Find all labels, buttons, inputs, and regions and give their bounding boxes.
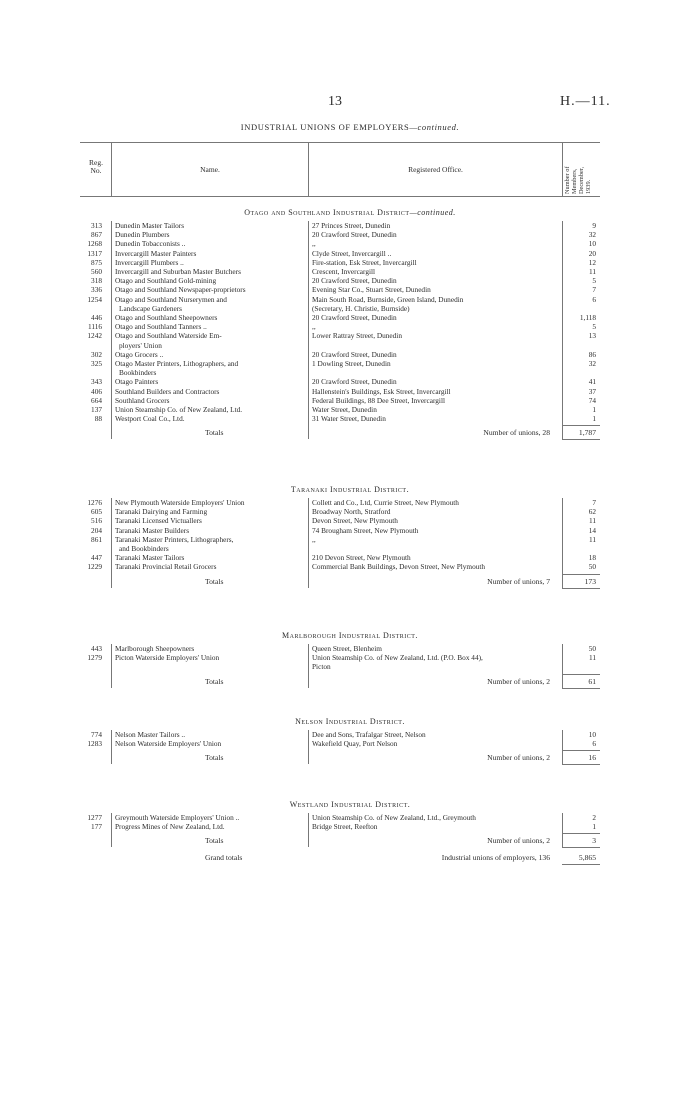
member-count: 18 [588, 553, 596, 563]
table-row [80, 221, 600, 230]
table-row [80, 653, 600, 662]
column-divider [562, 142, 563, 196]
members-header: Number of Members, December, 1939. [564, 166, 592, 194]
union-name: Greymouth Waterside Employers' Union .. [115, 813, 240, 822]
registered-office: Crescent, Invercargill [312, 267, 376, 276]
table-row [80, 267, 600, 276]
table-row-continuation [80, 544, 600, 553]
table-row [80, 822, 600, 831]
union-name-continued: Bookbinders [119, 368, 157, 378]
registered-office: Union Steamship Co. of New Zealand, Ltd., Greymouth [312, 813, 476, 822]
reg-number: 1276 [87, 498, 102, 507]
table-row-continuation [80, 662, 600, 671]
section-title-suffix: —continued. [409, 208, 456, 217]
table-row [80, 507, 600, 516]
reg-number: 204 [91, 525, 102, 535]
reg-number: 177 [91, 822, 102, 832]
office-header: Registered Office. [408, 165, 463, 174]
registered-office: 20 Crawford Street, Dunedin [312, 313, 397, 322]
table-row [80, 498, 600, 507]
table-row [80, 526, 600, 535]
reg-number: 318 [91, 276, 102, 286]
member-count: 32 [588, 359, 596, 368]
table-row [80, 258, 600, 267]
section-title [0, 717, 700, 726]
title-suffix: —continued. [409, 122, 460, 132]
union-name: New Plymouth Waterside Employers' Union [115, 498, 245, 507]
table-row [80, 553, 600, 562]
totals-rule [562, 574, 600, 575]
registered-office: 20 Crawford Street, Dunedin [312, 276, 397, 286]
section-title [0, 800, 700, 809]
member-count: 1 [592, 822, 596, 832]
member-count: 41 [588, 377, 596, 387]
total-members: 1,787 [578, 428, 596, 438]
reg-number: 446 [91, 313, 102, 322]
number-of-unions: Number of unions, 2 [487, 676, 550, 686]
totals-bottom-rule [562, 588, 600, 589]
registered-office: Federal Buildings, 88 Dee Street, Invercargill [312, 395, 445, 405]
reg-number: 560 [91, 267, 102, 276]
registered-office: ,, [312, 534, 316, 544]
totals-label: Totals [205, 836, 224, 846]
member-count: 11 [588, 653, 596, 663]
member-count: 2 [592, 813, 596, 822]
member-count: 32 [588, 230, 596, 240]
column-divider [308, 221, 309, 439]
totals-rule [562, 833, 600, 834]
table-row [80, 562, 600, 571]
section-title [0, 631, 700, 640]
table-row [80, 239, 600, 248]
totals-bottom-rule [562, 688, 600, 689]
number-of-unions: Number of unions, 7 [487, 576, 550, 586]
reg-number: 137 [91, 405, 102, 414]
member-count: 1 [592, 405, 596, 414]
table-row [80, 377, 600, 386]
table-row [80, 313, 600, 322]
reg-number: 1268 [87, 239, 102, 249]
totals-bottom-rule [562, 764, 600, 765]
section-name: Otago and Southland Industrial District [244, 208, 410, 217]
name-header: Name. [200, 165, 220, 174]
column-divider [308, 498, 309, 588]
registered-office: Hallenstein's Buildings, Esk Street, Invercargill [312, 386, 451, 396]
member-count: 10 [588, 730, 596, 739]
union-name: Dunedin Tobacconists .. [115, 239, 186, 249]
union-name: Taranaki Dairying and Farming [115, 507, 208, 517]
column-divider [111, 813, 112, 847]
column-divider [111, 644, 112, 688]
column-divider [111, 221, 112, 439]
table-row [80, 350, 600, 359]
reg-number: 325 [91, 359, 102, 368]
totals-rule [562, 750, 600, 751]
member-count: 86 [588, 349, 596, 359]
table-top-rule [80, 142, 600, 143]
union-name: Otago and Southland Gold-mining [115, 276, 217, 286]
section-name: Westland Industrial District. [289, 800, 411, 809]
table-row [80, 230, 600, 239]
registered-office: Evening Star Co., Stuart Street, Dunedin [312, 285, 431, 295]
table-row [80, 359, 600, 368]
reg-number: 664 [91, 395, 102, 405]
table-row [80, 295, 600, 304]
section-title [0, 208, 700, 217]
reg-no-header: Reg. No. [89, 158, 103, 175]
table-row [80, 396, 600, 405]
reg-number: 867 [91, 230, 102, 240]
registered-office: 20 Crawford Street, Dunedin [312, 377, 397, 387]
reg-number: 1229 [87, 562, 102, 572]
column-divider [308, 813, 309, 847]
registered-office: Dee and Sons, Trafalgar Street, Nelson [312, 730, 426, 739]
table-row [80, 276, 600, 285]
grand-total-members: 5,865 [578, 853, 596, 863]
table-row-continuation [80, 341, 600, 350]
grand-totals-rule [562, 864, 600, 865]
reg-number: 1279 [87, 653, 102, 663]
member-count: 9 [592, 221, 596, 230]
member-count: 12 [588, 257, 596, 267]
table-row [80, 249, 600, 258]
union-name: Otago and Southland Nurserymen and [115, 294, 227, 304]
table-row [80, 730, 600, 739]
member-count: 10 [588, 239, 596, 249]
member-count: 62 [588, 507, 596, 517]
registered-office: Fire-station, Esk Street, Invercargill [312, 257, 417, 267]
registered-office-continued: (Secretary, H. Christie, Burnside) [312, 303, 410, 313]
totals-label: Totals [205, 676, 224, 686]
registered-office: Queen Street, Blenheim [312, 644, 382, 653]
union-name: Taranaki Master Printers, Lithographers, [115, 534, 234, 544]
column-divider [308, 730, 309, 764]
union-name-continued: ployers' Union [119, 340, 162, 350]
registered-office: 20 Crawford Street, Dunedin [312, 230, 397, 240]
member-count: 74 [588, 395, 596, 405]
table-row [80, 516, 600, 525]
member-count: 7 [592, 285, 596, 295]
union-name: Picton Waterside Employers' Union [115, 653, 220, 663]
registered-office: Main South Road, Burnside, Green Island, Dunedin [312, 294, 464, 304]
reg-number: 1283 [87, 739, 102, 749]
number-of-unions: Number of unions, 2 [487, 753, 550, 763]
registered-office: Water Street, Dunedin [312, 405, 377, 414]
column-divider [562, 221, 563, 439]
page-number: 13 [328, 94, 342, 109]
union-name: Union Steamship Co. of New Zealand, Ltd. [115, 405, 243, 414]
union-name: Taranaki Licensed Victuallers [115, 516, 202, 526]
member-count: 5 [592, 276, 596, 286]
reg-number: 1116 [87, 322, 102, 332]
member-count: 13 [588, 331, 596, 341]
grand-unions: Industrial unions of employers, 136 [441, 853, 550, 863]
reg-number: 443 [91, 644, 102, 653]
registered-office: 1 Dowling Street, Dunedin [312, 359, 391, 368]
column-divider [308, 644, 309, 688]
union-name: Otago Grocers .. [115, 349, 164, 359]
table-row [80, 331, 600, 340]
table-row [80, 285, 600, 294]
union-name: Southland Grocers [115, 395, 170, 405]
registered-office: Broadway North, Stratford [312, 507, 391, 517]
registered-office: Lower Rattray Street, Dunedin [312, 331, 402, 341]
registered-office: 20 Crawford Street, Dunedin [312, 349, 397, 359]
member-count: 14 [588, 525, 596, 535]
member-count: 1,118 [579, 313, 596, 322]
member-count: 7 [592, 498, 596, 507]
member-count: 20 [588, 248, 596, 258]
section-name: Taranaki Industrial District. [290, 485, 410, 494]
number-of-unions: Number of unions, 2 [487, 836, 550, 846]
union-name: Otago Master Printers, Lithographers, and [115, 359, 239, 368]
union-name: Otago and Southland Newspaper-proprietors [115, 285, 246, 295]
member-count: 6 [592, 739, 596, 749]
member-count: 11 [588, 534, 596, 544]
member-count: 1 [592, 414, 596, 424]
registered-office: ,, [312, 322, 316, 332]
member-count: 5 [592, 322, 596, 332]
reg-number: 313 [91, 221, 102, 230]
reg-number: 1277 [87, 813, 102, 822]
totals-label: Totals [205, 576, 224, 586]
member-count: 50 [588, 644, 596, 653]
union-name-continued: and Bookbinders [119, 544, 169, 553]
document-code: H.—11. [560, 94, 611, 109]
total-members: 173 [584, 576, 596, 586]
totals-rule [562, 425, 600, 426]
union-name: Otago and Southland Waterside Em- [115, 331, 222, 341]
section-name: Nelson Industrial District. [295, 717, 405, 726]
member-count: 11 [588, 516, 596, 526]
totals-rule [562, 674, 600, 675]
reg-number: 605 [91, 507, 102, 517]
union-name: Westport Coal Co., Ltd. [115, 414, 185, 424]
totals-bottom-rule [562, 847, 600, 848]
table-row [80, 322, 600, 331]
reg-number: 516 [91, 516, 102, 526]
table-row [80, 414, 600, 423]
registered-office: Collett and Co., Ltd, Currie Street, New Plymouth [312, 498, 459, 507]
table-row [80, 739, 600, 748]
union-name: Otago and Southland Sheepowners [115, 313, 218, 322]
reg-number: 1317 [87, 248, 102, 258]
table-row-continuation [80, 304, 600, 313]
union-name: Dunedin Master Tailors [115, 221, 185, 230]
reg-number: 861 [91, 534, 102, 544]
title-main: INDUSTRIAL UNIONS OF EMPLOYERS [240, 122, 410, 132]
registered-office: 210 Devon Street, New Plymouth [312, 553, 411, 563]
section-title [0, 485, 700, 494]
registered-office: Union Steamship Co. of New Zealand, Ltd. (P.O. Box 44), [312, 653, 483, 663]
reg-number: 447 [91, 553, 102, 563]
table-row [80, 535, 600, 544]
union-name: Progress Mines of New Zealand, Ltd. [115, 822, 225, 832]
reg-number: 88 [94, 414, 102, 424]
table-row-continuation [80, 368, 600, 377]
reg-number: 406 [91, 386, 102, 396]
registered-office: 27 Princes Street, Dunedin [312, 221, 391, 230]
reg-number: 343 [91, 377, 102, 387]
union-name: Invercargill Master Painters [115, 248, 197, 258]
reg-number: 302 [91, 349, 102, 359]
page-title [0, 122, 700, 132]
registered-office: Devon Street, New Plymouth [312, 516, 398, 526]
total-members: 16 [588, 753, 596, 763]
reg-number: 774 [91, 730, 102, 739]
number-of-unions: Number of unions, 28 [483, 428, 550, 438]
union-name: Marlborough Sheepowners [115, 644, 195, 653]
union-name: Invercargill and Suburban Master Butchers [115, 267, 241, 276]
reg-number: 1242 [87, 331, 102, 341]
union-name: Southland Builders and Contractors [115, 386, 220, 396]
union-name: Invercargill Plumbers .. [115, 257, 184, 267]
totals-bottom-rule [562, 439, 600, 440]
reg-number: 875 [91, 257, 102, 267]
union-name: Nelson Waterside Employers' Union [115, 739, 222, 749]
column-divider [111, 498, 112, 588]
header-bottom-rule [80, 196, 600, 197]
table-row [80, 405, 600, 414]
member-count: 37 [588, 386, 596, 396]
union-name: Otago and Southland Tanners .. [115, 322, 207, 332]
totals-label: Totals [205, 753, 224, 763]
union-name: Taranaki Provincial Retail Grocers [115, 562, 217, 572]
union-name: Taranaki Master Builders [115, 525, 190, 535]
totals-label: Totals [205, 428, 224, 438]
union-name: Otago Painters [115, 377, 159, 387]
registered-office: 74 Brougham Street, New Plymouth [312, 525, 419, 535]
registered-office: Wakefield Quay, Port Nelson [312, 739, 398, 749]
registered-office: Bridge Street, Reefton [312, 822, 378, 832]
member-count: 11 [588, 267, 596, 276]
union-name: Dunedin Plumbers [115, 230, 170, 240]
registered-office: 31 Water Street, Dunedin [312, 414, 386, 424]
total-members: 3 [592, 836, 596, 846]
column-divider [111, 730, 112, 764]
registered-office-continued: Picton [312, 662, 331, 672]
union-name: Taranaki Master Tailors [115, 553, 185, 563]
union-name: Nelson Master Tailors .. [115, 730, 186, 739]
member-count: 50 [588, 562, 596, 572]
reg-number: 1254 [87, 294, 102, 304]
registered-office: Clyde Street, Invercargill .. [312, 248, 392, 258]
grand-totals-label: Grand totals [205, 853, 243, 863]
section-name: Marlborough Industrial District. [282, 631, 418, 640]
union-name-continued: Landscape Gardeners [119, 303, 183, 313]
table-row [80, 813, 600, 822]
registered-office: ,, [312, 239, 316, 249]
reg-number: 336 [91, 285, 102, 295]
registered-office: Commercial Bank Buildings, Devon Street, New Plymouth [312, 562, 486, 572]
table-row [80, 644, 600, 653]
total-members: 61 [588, 676, 596, 686]
table-row [80, 387, 600, 396]
member-count: 6 [592, 294, 596, 304]
